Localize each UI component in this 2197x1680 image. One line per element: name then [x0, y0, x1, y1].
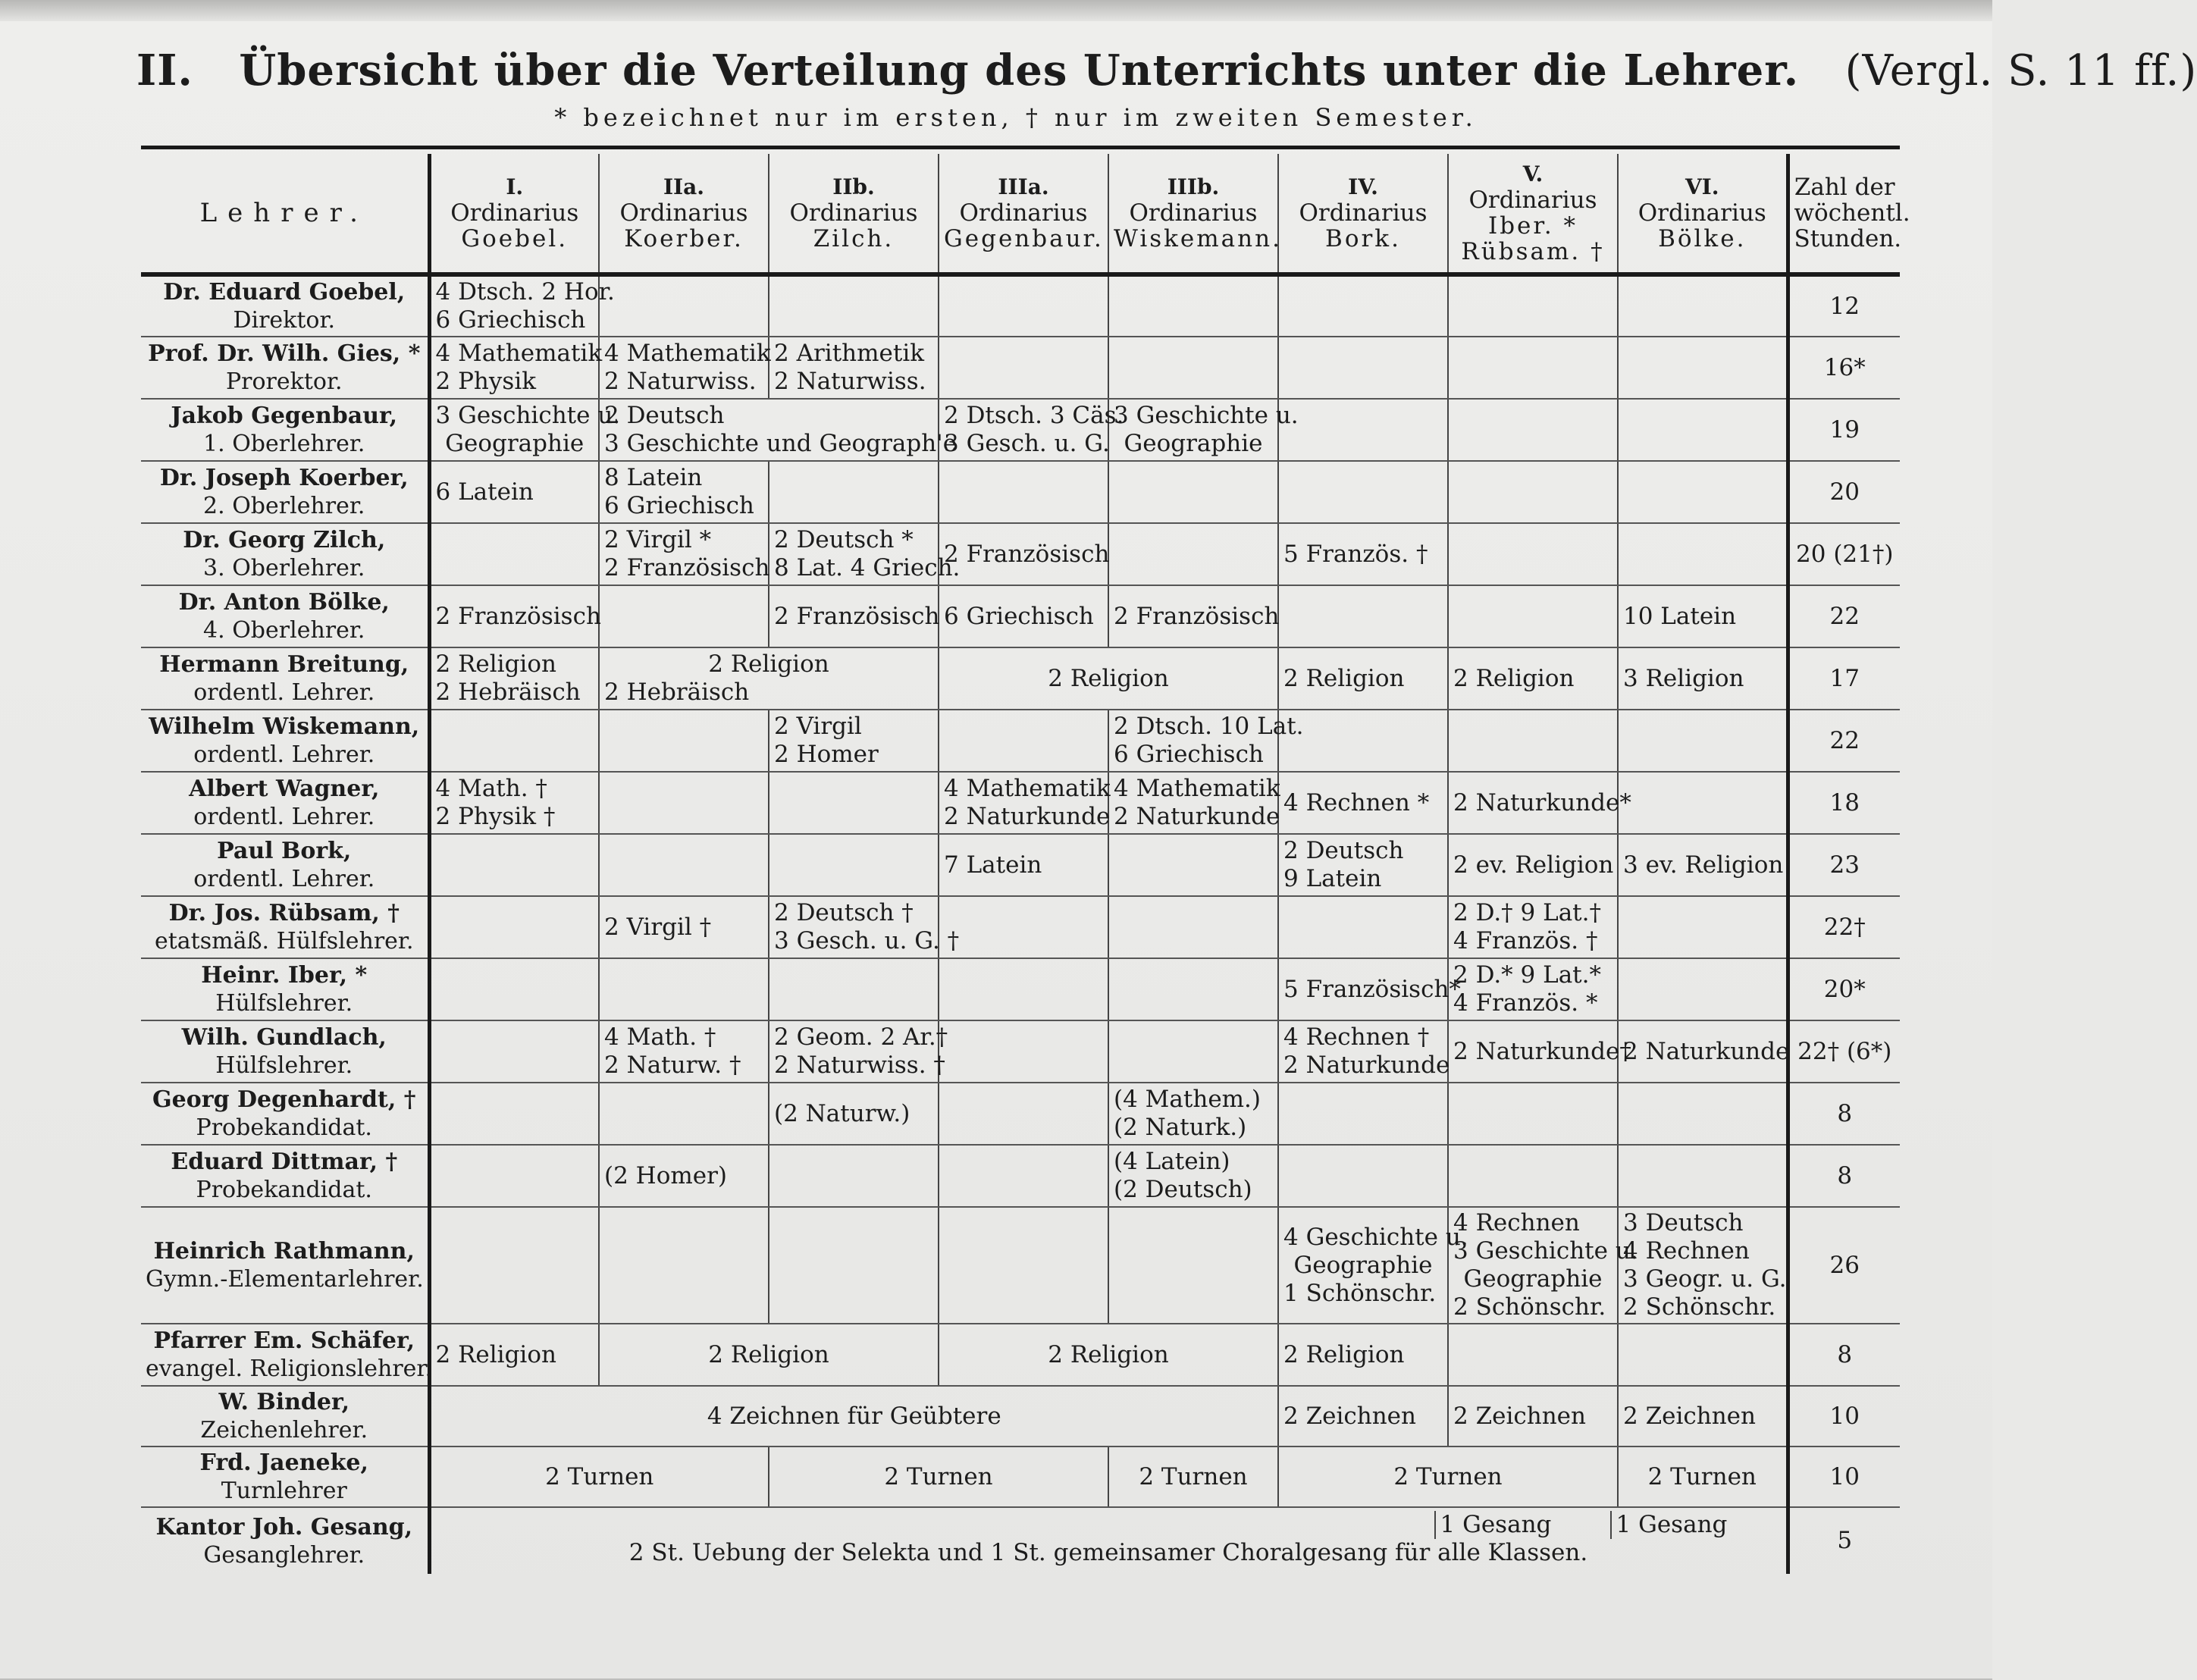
teacher-cell: Albert Wagner, ordentl. Lehrer. — [141, 772, 429, 834]
total-hours: 18 — [1788, 772, 1900, 834]
lesson-cell: 3 Deutsch 4 Rechnen 3 Geogr. u. G. 2 Schönschr. — [1618, 1207, 1788, 1324]
total-hours: 22 — [1788, 710, 1900, 772]
teacher-cell: Eduard Dittmar, † Probekandidat. — [141, 1145, 429, 1207]
scan-edge-top — [0, 0, 1992, 21]
legend: * bezeichnet nur im ersten, † nur im zweiten Semester. — [554, 103, 1478, 132]
lesson-cell: 2 Französisch — [769, 585, 939, 647]
teacher-cell: Prof. Dr. Wilh. Gies, * Prorektor. — [141, 337, 429, 399]
lesson-cell: 2 Religion — [1278, 1324, 1448, 1386]
header-class-IV: IV. Ordinarius Bork. — [1278, 154, 1448, 274]
lesson-cell: 2 ev. Religion — [1448, 834, 1618, 896]
lesson-cell: 2 Zeichnen — [1448, 1386, 1618, 1446]
total-hours: 17 — [1788, 647, 1900, 710]
lesson-cell: 4 Rechnen † 2 Naturkunde — [1278, 1020, 1448, 1083]
lesson-cell: 8 Latein 6 Griechisch — [599, 461, 769, 523]
lesson-cell: 4 Math. † 2 Naturw. † — [599, 1020, 769, 1083]
lesson-cell: 4 Mathematik 2 Naturkunde — [1108, 772, 1278, 834]
lesson-cell: 2 Deutsch * 8 Lat. 4 Griech. — [769, 523, 939, 585]
lesson-cell: 2 Turnen — [769, 1446, 1108, 1507]
lesson-cell: 4 Math. † 2 Physik † — [429, 772, 599, 834]
lesson-cell: 2 Deutsch † 3 Gesch. u. G. † — [769, 896, 939, 958]
lesson-cell: 2 D.† 9 Lat.† 4 Französ. † — [1448, 896, 1618, 958]
total-hours: 12 — [1788, 274, 1900, 337]
total-hours: 19 — [1788, 399, 1900, 461]
lesson-cell: 2 Turnen — [1618, 1446, 1788, 1507]
lesson-cell: 6 Griechisch — [939, 585, 1108, 647]
total-hours: 8 — [1788, 1083, 1900, 1145]
table-row — [141, 461, 1900, 523]
lesson-cell: 6 Latein — [429, 461, 599, 523]
lesson-cell: 7 Latein — [939, 834, 1108, 896]
teacher-cell: Heinr. Iber, * Hülfslehrer. — [141, 958, 429, 1020]
lesson-cell — [429, 1507, 1788, 1574]
teacher-cell: Dr. Eduard Goebel, Direktor. — [141, 274, 429, 337]
table-row — [141, 585, 1900, 647]
total-hours: 8 — [1788, 1145, 1900, 1207]
teacher-cell: Dr. Joseph Koerber, 2. Oberlehrer. — [141, 461, 429, 523]
lesson-cell: 4 Dtsch. 2 Hor. 6 Griechisch — [429, 274, 599, 337]
lesson-cell: 2 Naturkunde — [1618, 1020, 1788, 1083]
total-hours: 22† (6*) — [1788, 1020, 1900, 1083]
table-row — [141, 1145, 1900, 1207]
teacher-cell: Wilh. Gundlach, Hülfslehrer. — [141, 1020, 429, 1083]
table-row — [141, 834, 1900, 896]
total-hours: 26 — [1788, 1207, 1900, 1324]
total-hours: 23 — [1788, 834, 1900, 896]
header-class-IIa: IIa. Ordinarius Koerber. — [599, 154, 769, 274]
lesson-cell: 2 Religion — [939, 647, 1278, 710]
lesson-cell: 2 Virgil † — [599, 896, 769, 958]
lesson-cell: 2 Zeichnen — [1618, 1386, 1788, 1446]
total-hours: 16* — [1788, 337, 1900, 399]
selekta-note: 2 St. Uebung der Selekta und 1 St. gemeinsamer Choralgesang für alle Klassen. — [628, 1539, 1588, 1566]
table-row — [141, 1083, 1900, 1145]
teacher-cell: Kantor Joh. Gesang, Gesanglehrer. — [141, 1507, 429, 1574]
lesson-cell: 2 Turnen — [1108, 1446, 1278, 1507]
lesson-cell: 2 Geom. 2 Ar.† 2 Naturwiss. † — [769, 1020, 939, 1083]
lesson-cell: (2 Naturw.) — [769, 1083, 939, 1145]
lesson-cell: 4 Rechnen * — [1278, 772, 1448, 834]
lesson-cell: (4 Mathem.) (2 Naturk.) — [1108, 1083, 1278, 1145]
header-class-IIIb: IIIb. Ordinarius Wiskemann. — [1108, 154, 1278, 274]
table-row — [141, 1207, 1900, 1324]
total-hours: 8 — [1788, 1324, 1900, 1386]
lesson-cell: 2 Religion — [1448, 647, 1618, 710]
lesson-cell: 2 Virgil * 2 Französisch — [599, 523, 769, 585]
table-row — [141, 647, 1900, 710]
table-row — [141, 523, 1900, 585]
lesson-cell: 2 Religion 2 Hebräisch — [429, 647, 599, 710]
header-class-IIb: IIb. Ordinarius Zilch. — [769, 154, 939, 274]
table-row — [141, 1020, 1900, 1083]
total-hours: 20 (21†) — [1788, 523, 1900, 585]
header-row — [141, 154, 1900, 274]
lesson-cell: 2 Religion — [599, 1324, 939, 1386]
lesson-cell: 2 Arithmetik 2 Naturwiss. — [769, 337, 939, 399]
lesson-cell: 2 Naturkunde† — [1448, 1020, 1618, 1083]
table-row — [141, 710, 1900, 772]
table-row — [141, 1386, 1900, 1446]
lesson-cell: 3 ev. Religion — [1618, 834, 1788, 896]
title-text: Übersicht über die Verteilung des Unterrichts unter die Lehrer. — [239, 45, 1800, 96]
lesson-cell: 2 Französisch — [1108, 585, 1278, 647]
teacher-cell: Pfarrer Em. Schäfer, evangel. Religionslehrer. — [141, 1324, 429, 1386]
total-hours: 5 — [1788, 1507, 1900, 1574]
header-class-V: V. Ordinarius Iber. * Rübsam. † — [1448, 154, 1618, 274]
lesson-cell: 4 Mathematik 2 Naturkunde — [939, 772, 1108, 834]
header-class-IIIa: IIIa. Ordinarius Gegenbaur. — [939, 154, 1108, 274]
header-total-hours: Zahl der wöchentl. Stunden. — [1788, 154, 1900, 274]
teacher-cell: Georg Degenhardt, † Probekandidat. — [141, 1083, 429, 1145]
lesson-cell: (2 Homer) — [599, 1145, 769, 1207]
lesson-cell: 2 Dtsch. 10 Lat. 6 Griechisch — [1108, 710, 1278, 772]
gesang-cell-VI: 1 Gesang — [1610, 1511, 1782, 1539]
teacher-cell: Paul Bork, ordentl. Lehrer. — [141, 834, 429, 896]
lesson-cell: 4 Zeichnen für Geübtere — [429, 1386, 1278, 1446]
table-row — [141, 772, 1900, 834]
table-row — [141, 337, 1900, 399]
lesson-cell: 2 Französisch — [939, 523, 1108, 585]
lesson-cell: 2 Turnen — [429, 1446, 769, 1507]
teacher-cell: Dr. Jos. Rübsam, † etatsmäß. Hülfslehrer. — [141, 896, 429, 958]
total-hours: 20* — [1788, 958, 1900, 1020]
lesson-cell: 10 Latein — [1618, 585, 1788, 647]
lesson-cell: 2 Deutsch 3 Geschichte und Geograph'e — [599, 399, 939, 461]
table-row — [141, 1507, 1900, 1574]
total-hours: 20 — [1788, 461, 1900, 523]
lesson-cell: 2 Religion — [1278, 647, 1448, 710]
lesson-cell: 2 Turnen — [1278, 1446, 1618, 1507]
teacher-cell: Frd. Jaeneke, Turnlehrer — [141, 1446, 429, 1507]
lesson-cell: 2 Dtsch. 3 Cäs. 3 Gesch. u. G. — [939, 399, 1108, 461]
lesson-cell: 2 Religion — [429, 1324, 599, 1386]
table-row — [141, 958, 1900, 1020]
table-row — [141, 896, 1900, 958]
lesson-cell: (4 Latein) (2 Deutsch) — [1108, 1145, 1278, 1207]
section-number: II. — [136, 45, 193, 96]
lesson-cell: 4 Rechnen 3 Geschichte u. Geographie 2 Schönschr. — [1448, 1207, 1618, 1324]
lesson-cell: 3 Religion — [1618, 647, 1788, 710]
total-hours: 22 — [1788, 585, 1900, 647]
lesson-cell: 4 Geschichte u. Geographie 1 Schönschr. — [1278, 1207, 1448, 1324]
table-row — [141, 399, 1900, 461]
lesson-cell: 2 Naturkunde* — [1448, 772, 1618, 834]
table-row — [141, 1446, 1900, 1507]
header-teacher: Lehrer. — [141, 154, 429, 274]
lesson-cell: 2 Zeichnen — [1278, 1386, 1448, 1446]
teacher-cell: Hermann Breitung, ordentl. Lehrer. — [141, 647, 429, 710]
lesson-cell: 5 Französisch* — [1278, 958, 1448, 1020]
lesson-cell: 4 Mathematik 2 Physik — [429, 337, 599, 399]
teacher-cell: Dr. Georg Zilch, 3. Oberlehrer. — [141, 523, 429, 585]
header-class-I: I. Ordinarius Goebel. — [429, 154, 599, 274]
lesson-cell: 3 Geschichte u. Geographie — [1108, 399, 1278, 461]
table-row — [141, 1324, 1900, 1386]
distribution-table — [141, 146, 1910, 1574]
lesson-cell: 4 Mathematik 2 Naturwiss. — [599, 337, 769, 399]
page-title — [136, 45, 2197, 96]
gesang-cell-V: 1 Gesang — [1434, 1511, 1610, 1539]
lesson-cell: 2 Virgil 2 Homer — [769, 710, 939, 772]
title-reference: (Vergl. S. 11 ff.) — [1844, 46, 2197, 96]
lesson-cell: 2 D.* 9 Lat.* 4 Französ. * — [1448, 958, 1618, 1020]
total-hours: 10 — [1788, 1446, 1900, 1507]
lesson-cell: 2 Deutsch 9 Latein — [1278, 834, 1448, 896]
teacher-cell: Heinrich Rathmann, Gymn.-Elementarlehrer. — [141, 1207, 429, 1324]
lesson-cell: 5 Französ. † — [1278, 523, 1448, 585]
lesson-cell: 3 Geschichte u. Geographie — [429, 399, 599, 461]
lesson-cell: 2 Französisch — [429, 585, 599, 647]
total-hours: 22† — [1788, 896, 1900, 958]
table-row — [141, 274, 1900, 337]
lesson-cell: 2 Religion 2 Hebräisch — [599, 647, 939, 710]
teacher-cell: Wilhelm Wiskemann, ordentl. Lehrer. — [141, 710, 429, 772]
lesson-cell: 2 Religion — [939, 1324, 1278, 1386]
total-hours: 10 — [1788, 1386, 1900, 1446]
header-class-VI: VI. Ordinarius Bölke. — [1618, 154, 1788, 274]
teacher-cell: Dr. Anton Bölke, 4. Oberlehrer. — [141, 585, 429, 647]
teacher-cell: Jakob Gegenbaur, 1. Oberlehrer. — [141, 399, 429, 461]
teacher-cell: W. Binder, Zeichenlehrer. — [141, 1386, 429, 1446]
